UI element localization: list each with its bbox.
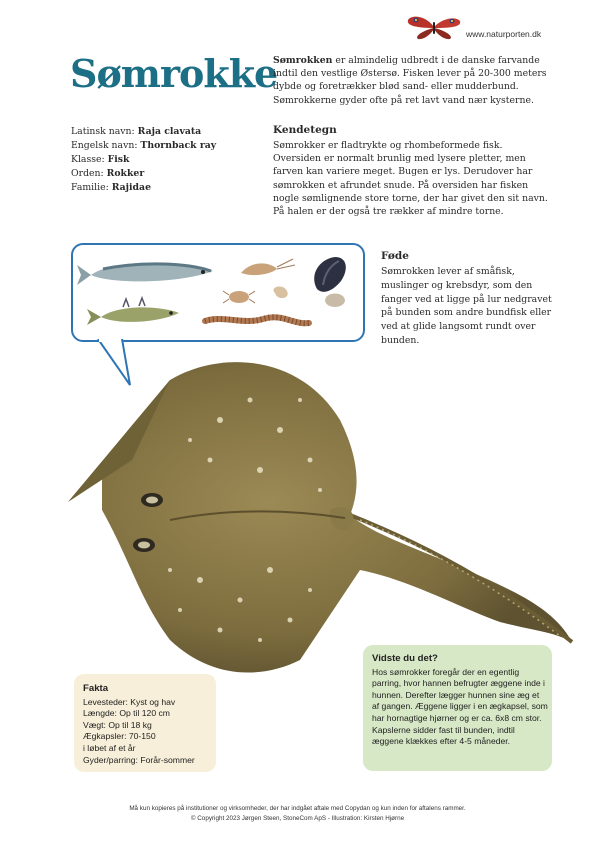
fakta-line: Ægkapsler: 70-150 — [83, 731, 156, 742]
taxonomy-label: Familie: — [71, 182, 112, 193]
taxonomy-value: Fisk — [107, 154, 130, 165]
taxonomy-order — [71, 167, 216, 181]
page-title: Sømrokke — [70, 51, 278, 96]
fakta-line: Vægt: Op til 18 kg — [83, 719, 152, 730]
did-you-know-heading: Vidste du det? — [372, 653, 438, 664]
taxonomy-list — [71, 125, 216, 195]
fakta-line: Længde: Op til 120 cm — [83, 708, 170, 719]
taxonomy-label: Klasse: — [71, 154, 108, 165]
fode-heading: Føde — [381, 250, 409, 262]
food-illustration-bubble — [71, 243, 365, 342]
footer — [0, 804, 595, 824]
did-you-know-text: Hos sømrokker foregår der en egentlig parring, hvor hannen befrugter æggene inde i hunnen. Derefter lægger hunnen sine æg et af gangen. Æggene ligger i en ægkapsel, som har hornagtige hjørner og er ca. 6x8 cm stor. Kapslerne sidder fast til bunden, indtil æggene klækkes efter 4-5 måneder. — [372, 666, 548, 747]
footer-copyright: © Copyright 2023 Jørgen Steen, StoneCom ApS - Illustration: Kirsten Hjørne — [190, 815, 405, 822]
did-you-know-box — [363, 645, 552, 771]
small-crab-icon — [223, 291, 255, 303]
fakta-heading: Fakta — [83, 683, 109, 694]
taxonomy-english — [71, 139, 216, 153]
stickleback-fish-icon — [87, 298, 179, 325]
taxonomy-label: Orden: — [71, 168, 107, 179]
fakta-line: Levesteder: Kyst og hav — [83, 696, 176, 707]
snail-icon — [274, 287, 288, 299]
taxonomy-label: Latinsk navn: — [71, 126, 138, 137]
taxonomy-value: Raja clavata — [137, 126, 202, 137]
taxonomy-label: Engelsk navn: — [71, 140, 141, 151]
clam-icon — [325, 294, 345, 308]
taxonomy-value: Rajidae — [111, 182, 151, 193]
taxonomy-value: Thornback ray — [140, 140, 217, 151]
footer-license: Må kun kopieres på institutioner og virksomheder, der har indgået aftale med Copydan og kun inden for aftalens rammer. — [129, 805, 466, 812]
mussel-icon — [314, 257, 346, 292]
intro-lead: Sømrokken — [273, 55, 333, 66]
herring-fish-icon — [77, 262, 213, 285]
butterfly-logo-icon — [404, 14, 464, 40]
taxonomy-value: Rokker — [106, 168, 145, 179]
intro-text: er almindelig udbredt i de danske farvande indtil den vestlige Østersø. Fisken lever på 20-300 meters dybde og foretrækker blød sand- eller mudderbund. Sømrokkerne gyder ofte på ret lavt vand nær kysterne. — [273, 55, 547, 106]
kendetegn-text: Sømrokker er fladtrykte og rhombeformede fisk. Oversiden er normalt brunlig med lysere pletter, men farven kan variere meget. Bugen er lys. Derudover har sømrokken et afrundet snude. På oversiden har fisken nogle sømlignende store torne, der har givet den sit navn. På halen er der også tre rækker af mindre torne. — [273, 140, 548, 218]
fode-text: Sømrokken lever af småfisk, muslinger og krebsdyr, som den fanger ved at ligge på lur nedgravet på bunden som andre bundfisk eller ved at glide langsomt rundt over bunden. — [381, 266, 552, 346]
fakta-line: Gyder/parring: Forår-sommer — [83, 754, 195, 765]
thornback-ray-illustration — [60, 340, 580, 685]
fakta-box — [74, 674, 216, 772]
fakta-line: i løbet af et år — [83, 742, 136, 753]
ragworm-icon — [205, 317, 309, 323]
taxonomy-class — [71, 153, 216, 167]
taxonomy-latin — [71, 125, 216, 139]
website-link[interactable]: www.naturporten.dk — [466, 29, 542, 39]
shrimp-icon — [241, 259, 295, 275]
taxonomy-family — [71, 181, 216, 195]
prey-illustrations — [73, 245, 363, 340]
intro-paragraph — [273, 54, 553, 107]
kendetegn-heading: Kendetegn — [273, 124, 337, 136]
